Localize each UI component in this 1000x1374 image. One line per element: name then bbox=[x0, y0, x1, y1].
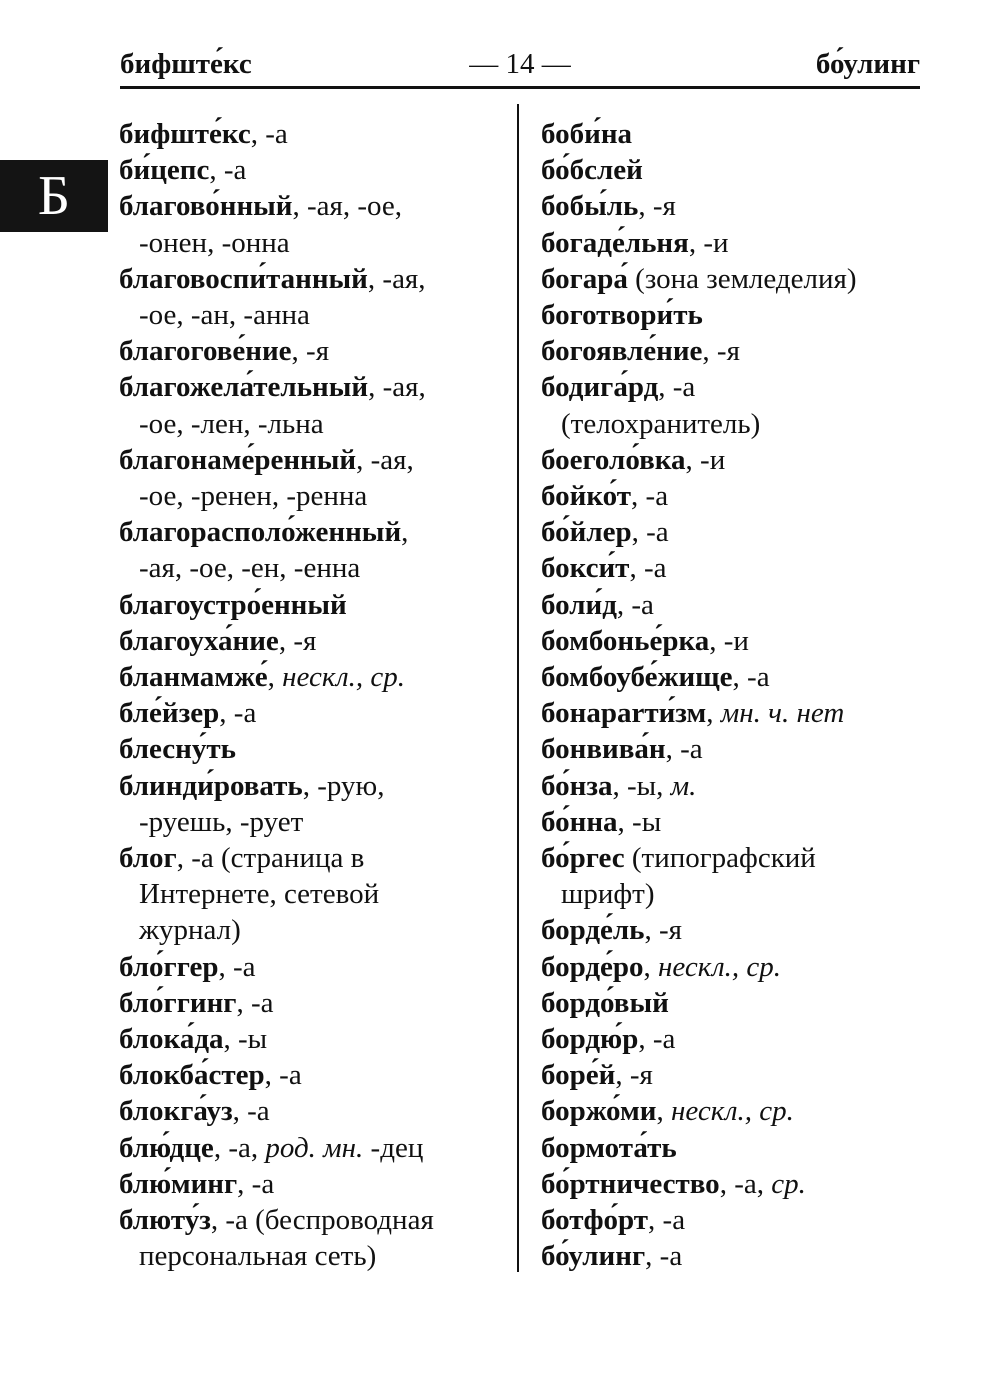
entry-line bbox=[541, 550, 961, 586]
dictionary-entry bbox=[541, 659, 961, 695]
dictionary-entry bbox=[541, 1130, 961, 1166]
grammar-note: мн. ч. нет bbox=[720, 697, 845, 730]
headword: бомбоубе́жище bbox=[541, 661, 733, 694]
headword: боеголо́вка bbox=[541, 443, 686, 476]
entry-line bbox=[541, 623, 961, 659]
dictionary-entry bbox=[541, 297, 961, 333]
dictionary-entry bbox=[541, 623, 961, 659]
entry-continuation-line bbox=[541, 876, 961, 912]
dictionary-entry bbox=[119, 949, 509, 985]
dictionary-entry bbox=[541, 1166, 961, 1202]
dictionary-entry bbox=[119, 116, 509, 152]
entry-text: , -рую, bbox=[302, 769, 385, 802]
entry-text: -ое, -ан, -анна bbox=[139, 299, 310, 332]
entry-text: , -я bbox=[615, 1059, 653, 1092]
headword: бо́нна bbox=[541, 805, 618, 838]
headword: благово́нный bbox=[119, 190, 293, 223]
headword: боли́д bbox=[541, 588, 617, 621]
entry-line bbox=[541, 1166, 961, 1202]
entry-line bbox=[119, 514, 509, 550]
entry-line bbox=[541, 369, 961, 405]
entry-line bbox=[119, 1166, 509, 1202]
entry-text: , -и bbox=[685, 443, 726, 476]
entry-continuation-line bbox=[119, 297, 509, 333]
headword: ботфо́рт bbox=[541, 1204, 649, 1237]
headword: боготвори́ть bbox=[541, 299, 703, 332]
entry-line bbox=[119, 587, 509, 623]
entry-text: , -а bbox=[732, 661, 770, 694]
dictionary-entry bbox=[119, 333, 509, 369]
entry-text: журнал) bbox=[139, 914, 241, 947]
left-guide-word: бифште́кс bbox=[120, 48, 252, 80]
dictionary-entry bbox=[541, 985, 961, 1021]
dictionary-entry bbox=[541, 587, 961, 623]
headword: бордю́р bbox=[541, 1023, 639, 1056]
headword: бонаparти́зм bbox=[541, 697, 707, 730]
headword: бокси́т bbox=[541, 552, 630, 585]
headword: бо́нза bbox=[541, 769, 613, 802]
dictionary-entry bbox=[541, 442, 961, 478]
dictionary-entry bbox=[541, 116, 961, 152]
entry-line bbox=[541, 695, 961, 731]
dictionary-entry bbox=[119, 369, 509, 441]
entry-text: , -ы bbox=[223, 1023, 268, 1056]
entry-line bbox=[541, 152, 961, 188]
page-number: — 14 — bbox=[469, 48, 571, 80]
entry-line bbox=[119, 840, 509, 876]
dictionary-entry bbox=[541, 1093, 961, 1129]
entry-line bbox=[119, 116, 509, 152]
entry-text: , -а bbox=[264, 1059, 302, 1092]
entry-line bbox=[119, 695, 509, 731]
entry-line bbox=[541, 1130, 961, 1166]
headword: благорасполо́женный bbox=[119, 516, 402, 549]
dictionary-entry bbox=[119, 152, 509, 188]
right-column bbox=[541, 116, 961, 1275]
headword: бланмамже́ bbox=[119, 661, 268, 694]
thumb-index-tab bbox=[0, 160, 108, 232]
entry-line bbox=[119, 261, 509, 297]
headword: блесну́ть bbox=[119, 733, 236, 766]
dictionary-entry bbox=[119, 768, 509, 840]
dictionary-entry bbox=[119, 1202, 509, 1274]
entry-line bbox=[541, 261, 961, 297]
entry-line bbox=[541, 1202, 961, 1238]
entry-continuation-line bbox=[119, 876, 509, 912]
entry-line bbox=[541, 1238, 961, 1274]
headword: бо́ртничество bbox=[541, 1167, 720, 1200]
entry-text: (телохранитель) bbox=[561, 407, 761, 440]
entry-text: -дец bbox=[363, 1131, 424, 1164]
entry-line bbox=[541, 188, 961, 224]
headword: бонвива́н bbox=[541, 733, 666, 766]
headword: бомбонье́рка bbox=[541, 624, 710, 657]
headword: боре́й bbox=[541, 1059, 616, 1092]
dictionary-entry bbox=[119, 1021, 509, 1057]
entry-line bbox=[119, 1093, 509, 1129]
entry-line bbox=[541, 297, 961, 333]
dictionary-entry bbox=[541, 152, 961, 188]
entry-line bbox=[119, 985, 509, 1021]
headword: богоявле́ние bbox=[541, 335, 703, 368]
headword: богара́ bbox=[541, 262, 628, 295]
entry-text: , -ая, bbox=[367, 262, 426, 295]
entry-text: , -а bbox=[645, 1240, 683, 1273]
dictionary-entry bbox=[119, 731, 509, 767]
headword: бифште́кс bbox=[119, 118, 251, 150]
headword: бобы́ль bbox=[541, 190, 639, 223]
entry-line bbox=[119, 152, 509, 188]
dictionary-entry bbox=[119, 587, 509, 623]
dictionary-entry bbox=[119, 1130, 509, 1166]
entry-line bbox=[119, 1202, 509, 1238]
dictionary-entry bbox=[119, 659, 509, 695]
entry-line bbox=[541, 1093, 961, 1129]
entry-text: -онен, -онна bbox=[139, 226, 290, 259]
dictionary-entry bbox=[541, 804, 961, 840]
dictionary-entry bbox=[119, 623, 509, 659]
entry-line bbox=[119, 188, 509, 224]
entry-line bbox=[119, 369, 509, 405]
entry-text: , -а bbox=[648, 1204, 686, 1237]
entry-text: , bbox=[267, 661, 283, 694]
running-header bbox=[120, 46, 920, 89]
dictionary-entry bbox=[541, 261, 961, 297]
entry-line bbox=[541, 587, 961, 623]
headword: бло́ггинг bbox=[119, 986, 237, 1019]
dictionary-entry bbox=[541, 188, 961, 224]
entry-text: , -я bbox=[638, 190, 676, 223]
entry-line bbox=[119, 731, 509, 767]
entry-text: , -а bbox=[629, 552, 667, 585]
entry-text: , -я bbox=[291, 335, 330, 368]
entry-text: , -а bbox=[250, 118, 288, 150]
dictionary-entry bbox=[119, 840, 509, 949]
entry-text: , -ы, bbox=[612, 769, 671, 802]
headword: борде́ль bbox=[541, 914, 645, 947]
entry-text: , bbox=[706, 697, 721, 730]
entry-text: , -а, bbox=[213, 1131, 266, 1164]
entry-text: , -а bbox=[236, 986, 274, 1019]
entry-line bbox=[119, 1021, 509, 1057]
entry-text: Интернете, сетевой bbox=[139, 878, 380, 911]
entry-text: , -а (страница в bbox=[176, 842, 365, 875]
entry-text: , -а bbox=[219, 697, 257, 730]
right-guide-word: бо́улинг bbox=[815, 48, 920, 80]
entry-text: (типографский bbox=[624, 842, 816, 875]
dictionary-entry bbox=[541, 912, 961, 948]
grammar-note: нескл., ср. bbox=[670, 1095, 794, 1128]
entry-continuation-line bbox=[119, 912, 509, 948]
dictionary-entry bbox=[119, 695, 509, 731]
entry-text: персональная сеть) bbox=[139, 1240, 377, 1273]
entry-continuation-line bbox=[119, 550, 509, 586]
entry-line bbox=[541, 804, 961, 840]
headword: би́цепс bbox=[119, 154, 210, 187]
entry-text: , -я bbox=[702, 335, 740, 368]
headword: блю́минг bbox=[119, 1167, 238, 1200]
dictionary-entry bbox=[541, 949, 961, 985]
dictionary-entry bbox=[541, 731, 961, 767]
entry-line bbox=[119, 768, 509, 804]
grammar-note: м. bbox=[670, 769, 697, 802]
entry-line bbox=[119, 1057, 509, 1093]
dictionary-entry bbox=[541, 695, 961, 731]
entry-line bbox=[541, 1057, 961, 1093]
headword: бле́йзер bbox=[119, 697, 220, 730]
headword: благовоспи́танный bbox=[119, 262, 368, 295]
entry-text: , -ы bbox=[617, 805, 662, 838]
entry-line bbox=[541, 912, 961, 948]
entry-text: , -а bbox=[665, 733, 703, 766]
dictionary-entry bbox=[119, 985, 509, 1021]
dictionary-entry bbox=[119, 1057, 509, 1093]
entry-line bbox=[119, 442, 509, 478]
headword: бойко́т bbox=[541, 480, 632, 513]
headword: благоуха́ние bbox=[119, 624, 279, 657]
headword: бло́ггер bbox=[119, 950, 219, 983]
headword: блокба́стер bbox=[119, 1059, 265, 1092]
dictionary-entry bbox=[119, 1093, 509, 1129]
dictionary-entry bbox=[541, 514, 961, 550]
headword: благогове́ние bbox=[119, 335, 292, 368]
dictionary-entry bbox=[119, 188, 509, 260]
entry-text: , -а bbox=[218, 950, 256, 983]
dictionary-entry bbox=[541, 333, 961, 369]
dictionary-entry bbox=[541, 1057, 961, 1093]
entry-line bbox=[541, 985, 961, 1021]
dictionary-entry bbox=[541, 225, 961, 261]
headword: богаде́льня bbox=[541, 226, 689, 259]
entry-text: , -а bbox=[631, 516, 669, 549]
entry-continuation-line bbox=[119, 804, 509, 840]
headword: бо́улинг bbox=[541, 1240, 646, 1273]
entry-continuation-line bbox=[119, 406, 509, 442]
headword: блока́да bbox=[119, 1023, 224, 1056]
headword: блинди́ровать bbox=[119, 769, 303, 802]
dictionary-entry bbox=[119, 442, 509, 514]
entry-line bbox=[541, 949, 961, 985]
headword: бо́бслей bbox=[541, 154, 643, 187]
entry-text: , -и bbox=[709, 624, 749, 657]
headword: бордо́вый bbox=[541, 986, 669, 1019]
entry-text: , -я bbox=[278, 624, 317, 657]
entry-text: , -а bbox=[658, 371, 696, 404]
headword: благожела́тельный bbox=[119, 371, 369, 404]
dictionary-entry bbox=[119, 514, 509, 586]
entry-line bbox=[119, 1130, 509, 1166]
headword: борде́ро bbox=[541, 950, 644, 983]
entry-text: шрифт) bbox=[561, 878, 655, 911]
headword: блю́дце bbox=[119, 1131, 214, 1164]
entry-line bbox=[119, 659, 509, 695]
dictionary-entry bbox=[541, 369, 961, 441]
headword: бормота́ть bbox=[541, 1131, 677, 1164]
entry-line bbox=[541, 514, 961, 550]
entry-line bbox=[541, 659, 961, 695]
entry-text: , -а bbox=[232, 1095, 270, 1128]
entry-line bbox=[119, 333, 509, 369]
entry-text: , -а bbox=[237, 1167, 275, 1200]
left-column bbox=[119, 116, 509, 1275]
grammar-note: нескл., ср. bbox=[658, 950, 781, 983]
entry-text: , -а, bbox=[719, 1167, 772, 1200]
entry-line bbox=[541, 731, 961, 767]
entry-line bbox=[541, 478, 961, 514]
dictionary-entry bbox=[541, 1238, 961, 1274]
entry-text: , bbox=[643, 950, 659, 983]
entry-line bbox=[541, 116, 961, 152]
grammar-note: род. мн. bbox=[265, 1131, 364, 1164]
entry-continuation-line bbox=[119, 1238, 509, 1274]
entry-line bbox=[541, 1021, 961, 1057]
grammar-note: нескл., ср. bbox=[282, 661, 406, 694]
dictionary-entry bbox=[541, 840, 961, 912]
entry-text: , -ая, -ое, bbox=[292, 190, 403, 223]
entry-text: , bbox=[401, 516, 409, 549]
entry-line bbox=[541, 840, 961, 876]
entry-line bbox=[541, 768, 961, 804]
grammar-note: ср. bbox=[771, 1167, 806, 1200]
headword: благоустро́енный bbox=[119, 588, 347, 621]
dictionary-entry bbox=[541, 478, 961, 514]
entry-text: -ое, -лен, -льна bbox=[139, 407, 324, 440]
entry-text: , bbox=[656, 1095, 671, 1128]
entry-continuation-line bbox=[119, 478, 509, 514]
headword: блокга́уз bbox=[119, 1095, 233, 1128]
entry-continuation-line bbox=[541, 406, 961, 442]
entry-text: , -а bbox=[616, 588, 654, 621]
dictionary-entry bbox=[541, 768, 961, 804]
headword: бо́ргес bbox=[541, 842, 625, 875]
headword: бо́йлер bbox=[541, 516, 632, 549]
entry-text: , -а bbox=[209, 154, 247, 187]
headword: благонаме́ренный bbox=[119, 443, 357, 476]
dictionary-entry bbox=[541, 1202, 961, 1238]
headword: блюту́з bbox=[119, 1204, 211, 1237]
entry-text: , -ая, bbox=[368, 371, 426, 404]
entry-text: -ое, -ренен, -ренна bbox=[139, 480, 368, 513]
entry-text: , -а bbox=[638, 1023, 676, 1056]
entry-line bbox=[541, 333, 961, 369]
entry-text: , -а (беспроводная bbox=[210, 1204, 434, 1237]
dictionary-entry bbox=[541, 550, 961, 586]
entry-text: (зона земледелия) bbox=[627, 262, 857, 295]
dictionary-entry bbox=[541, 1021, 961, 1057]
headword: бодига́рд bbox=[541, 371, 659, 404]
headword: блог bbox=[119, 842, 177, 875]
entry-line bbox=[119, 949, 509, 985]
dictionary-entry bbox=[119, 261, 509, 333]
entry-line bbox=[541, 225, 961, 261]
entry-text: , -ая, bbox=[356, 443, 414, 476]
headword: боржо́ми bbox=[541, 1095, 657, 1128]
headword: боби́на bbox=[541, 118, 633, 150]
entry-text: -ая, -ое, -ен, -енна bbox=[139, 552, 361, 585]
entry-line bbox=[119, 623, 509, 659]
entry-text: , -а bbox=[631, 480, 669, 513]
entry-continuation-line bbox=[119, 225, 509, 261]
entry-text: , -я bbox=[644, 914, 683, 947]
thumb-index-letter: Б bbox=[37, 165, 71, 227]
entry-text: -руешь, -рует bbox=[139, 805, 304, 838]
entry-text: , -и bbox=[688, 226, 729, 259]
column-divider bbox=[517, 104, 519, 1272]
dictionary-entry bbox=[119, 1166, 509, 1202]
entry-line bbox=[541, 442, 961, 478]
